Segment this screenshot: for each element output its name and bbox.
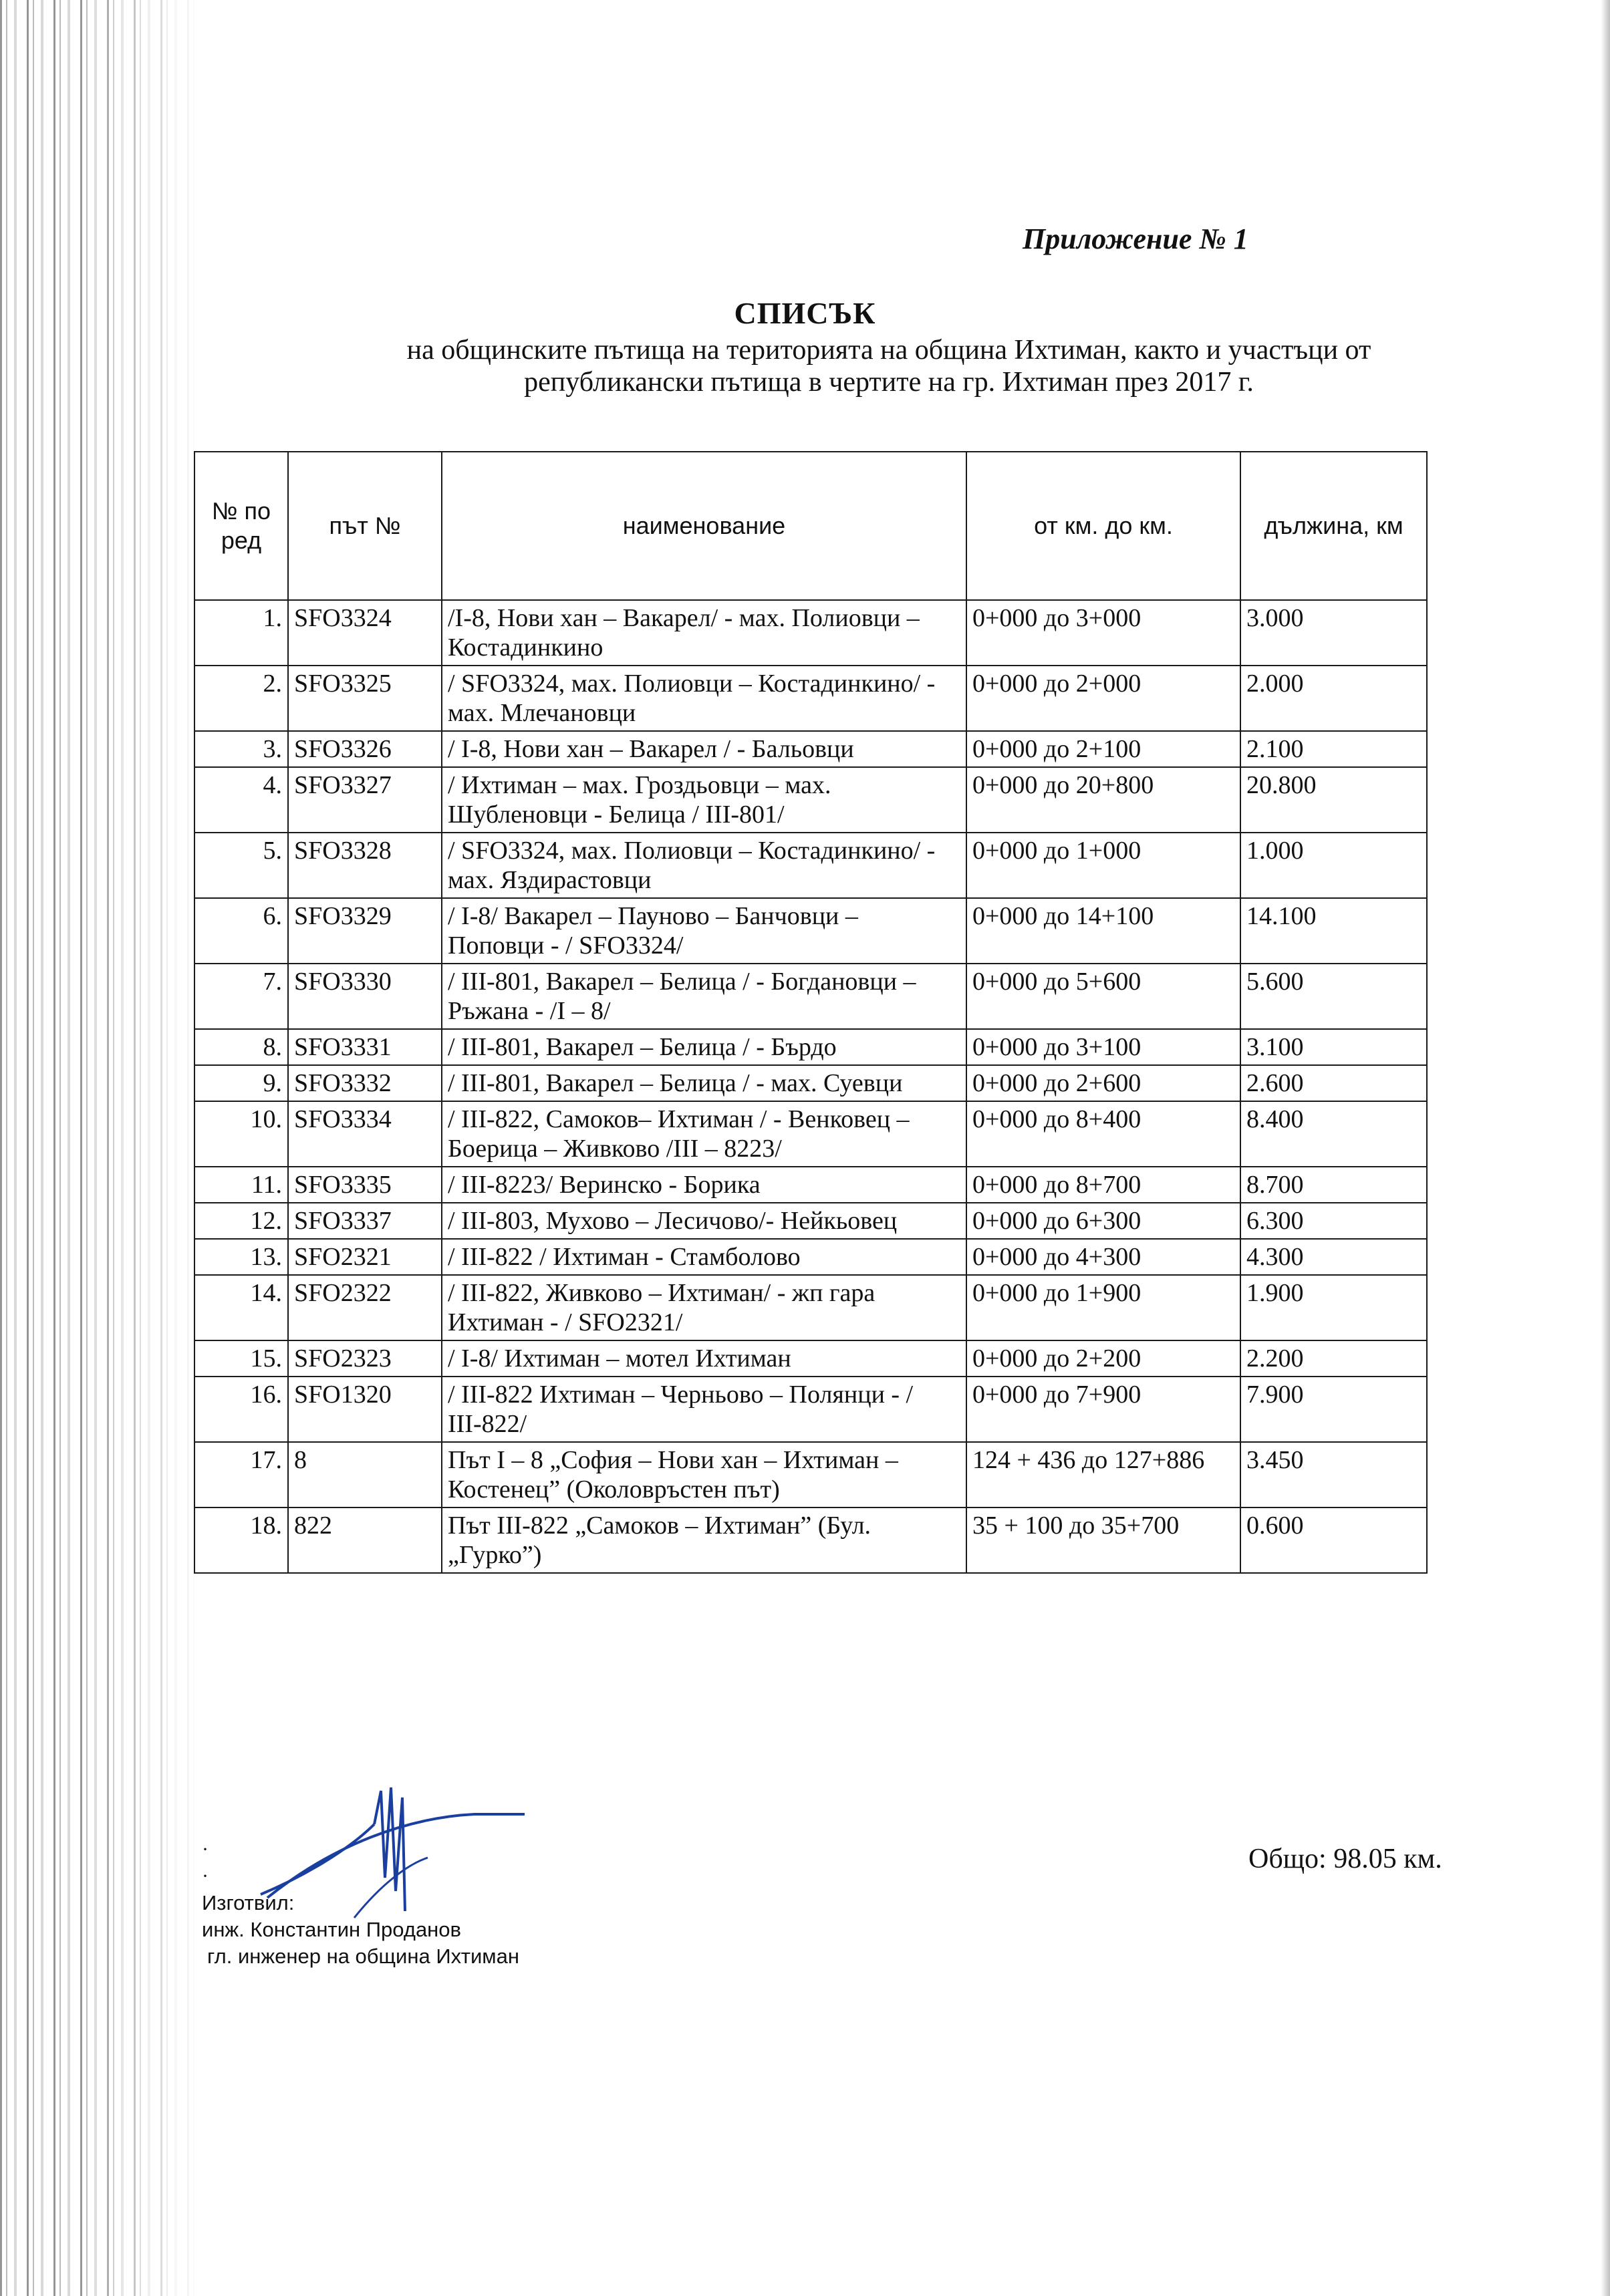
cell-length: 20.800 [1240, 767, 1427, 833]
document-subtitle [321, 334, 1457, 398]
cell-name: / ІІІ-8223/ Веринско - Борика [442, 1167, 966, 1203]
cell-km: 0+000 до 6+300 [966, 1203, 1240, 1239]
cell-num: 11. [194, 1167, 288, 1203]
cell-length: 3.450 [1240, 1442, 1427, 1508]
cell-length: 1.900 [1240, 1275, 1427, 1340]
prepared-by-block [202, 1890, 519, 1970]
cell-num: 18. [194, 1508, 288, 1573]
cell-road: SFO3335 [288, 1167, 442, 1203]
cell-km: 0+000 до 2+100 [966, 731, 1240, 767]
cell-num: 1. [194, 600, 288, 666]
cell-name: / І-8, Нови хан – Вакарел / - Бальовци [442, 731, 966, 767]
cell-km: 0+000 до 1+900 [966, 1275, 1240, 1340]
cell-km: 0+000 до 2+000 [966, 666, 1240, 731]
cell-num: 10. [194, 1101, 288, 1167]
cell-name: / ІІІ-801, Вакарел – Белица / - Бърдо [442, 1029, 966, 1065]
cell-length: 0.600 [1240, 1508, 1427, 1573]
cell-name: Път І – 8 „София – Нови хан – Ихтиман – Костенец” (Околовръстен път) [442, 1442, 966, 1508]
cell-name: /І-8, Нови хан – Вакарел/ - мах. Полиовци – Костадинкино [442, 600, 966, 666]
cell-km: 0+000 до 14+100 [966, 898, 1240, 964]
cell-name: / ІІІ-801, Вакарел – Белица / - Богдановци – Ръжана - /І – 8/ [442, 964, 966, 1029]
cell-road: 822 [288, 1508, 442, 1573]
cell-name: / ІІІ-822 Ихтиман – Черньово – Полянци - / ІІІ-822/ [442, 1377, 966, 1442]
cell-length: 4.300 [1240, 1239, 1427, 1275]
cell-length: 5.600 [1240, 964, 1427, 1029]
scan-edge-artifact-right [1601, 0, 1610, 2296]
cell-road: SFO3332 [288, 1065, 442, 1101]
cell-num: 15. [194, 1340, 288, 1377]
cell-km: 124 + 436 до 127+886 [966, 1442, 1240, 1508]
annex-label: Приложение № 1 [1023, 223, 1248, 255]
cell-km: 0+000 до 20+800 [966, 767, 1240, 833]
cell-km: 0+000 до 3+000 [966, 600, 1240, 666]
subtitle-line-2: републикански пътища в чертите на гр. Ихтиман през 2017 г. [524, 367, 1254, 398]
table-row [194, 1340, 1427, 1377]
header-km: от км. до км. [966, 452, 1240, 600]
table-row [194, 1377, 1427, 1442]
subtitle-line-1: на общинските пътища на територията на община Ихтиман, както и участъци от [406, 335, 1371, 366]
cell-length: 14.100 [1240, 898, 1427, 964]
header-num: № по ред [194, 452, 288, 600]
cell-road: SFO3330 [288, 964, 442, 1029]
cell-num: 9. [194, 1065, 288, 1101]
table-row [194, 1167, 1427, 1203]
cell-num: 12. [194, 1203, 288, 1239]
table-row [194, 1442, 1427, 1508]
cell-num: 2. [194, 666, 288, 731]
table-row [194, 833, 1427, 898]
cell-num: 13. [194, 1239, 288, 1275]
table-row [194, 1065, 1427, 1101]
cell-num: 6. [194, 898, 288, 964]
cell-num: 7. [194, 964, 288, 1029]
cell-road: SFO3337 [288, 1203, 442, 1239]
table-row [194, 1203, 1427, 1239]
cell-name: Път ІІІ-822 „Самоков – Ихтиман” (Бул. „Гурко”) [442, 1508, 966, 1573]
table-row [194, 1508, 1427, 1573]
cell-road: SFO3324 [288, 600, 442, 666]
cell-length: 2.200 [1240, 1340, 1427, 1377]
cell-length: 2.600 [1240, 1065, 1427, 1101]
scan-edge-artifact [0, 0, 200, 2296]
cell-length: 6.300 [1240, 1203, 1427, 1239]
cell-length: 2.000 [1240, 666, 1427, 731]
table-row [194, 1029, 1427, 1065]
cell-road: SFO3334 [288, 1101, 442, 1167]
cell-km: 0+000 до 2+200 [966, 1340, 1240, 1377]
total-length: Общо: 98.05 км. [1248, 1844, 1442, 1874]
cell-road: SFO3325 [288, 666, 442, 731]
cell-name: / ІІІ-803, Мухово – Лесичово/- Нейкьовец [442, 1203, 966, 1239]
cell-name: / ІІІ-822 / Ихтиман - Стамболово [442, 1239, 966, 1275]
cell-name: / SFO3324, мах. Полиовци – Костадинкино/ - мах. Млечановци [442, 666, 966, 731]
cell-num: 16. [194, 1377, 288, 1442]
header-road: път № [288, 452, 442, 600]
cell-km: 0+000 до 2+600 [966, 1065, 1240, 1101]
cell-km: 0+000 до 8+400 [966, 1101, 1240, 1167]
cell-name: / Ихтиман – мах. Гроздьовци – мах. Шубленовци - Белица / ІІІ-801/ [442, 767, 966, 833]
cell-road: SFO3331 [288, 1029, 442, 1065]
roads-table-body [194, 600, 1427, 1573]
table-row [194, 898, 1427, 964]
cell-name: / ІІІ-822, Самоков– Ихтиман / - Венковец – Боерица – Живково /ІІІ – 8223/ [442, 1101, 966, 1167]
prepared-by-position: гл. инженер на община Ихтиман [207, 1945, 519, 1968]
cell-num: 4. [194, 767, 288, 833]
cell-km: 0+000 до 1+000 [966, 833, 1240, 898]
table-row [194, 1275, 1427, 1340]
prepared-by-label: Изготвил: [202, 1891, 295, 1914]
cell-km: 35 + 100 до 35+700 [966, 1508, 1240, 1573]
cell-road: SFO3328 [288, 833, 442, 898]
margin-dots: · · [202, 1838, 209, 1887]
table-header-row [194, 452, 1427, 600]
cell-road: SFO3329 [288, 898, 442, 964]
cell-road: 8 [288, 1442, 442, 1508]
table-row [194, 666, 1427, 731]
table-row [194, 731, 1427, 767]
cell-num: 3. [194, 731, 288, 767]
cell-name: / SFO3324, мах. Полиовци – Костадинкино/ - мах. Яздирастовци [442, 833, 966, 898]
cell-length: 8.400 [1240, 1101, 1427, 1167]
header-name: наименование [442, 452, 966, 600]
cell-name: / ІІІ-801, Вакарел – Белица / - мах. Суевци [442, 1065, 966, 1101]
cell-num: 17. [194, 1442, 288, 1508]
cell-road: SFO1320 [288, 1377, 442, 1442]
document-title: СПИСЪК [734, 296, 876, 330]
table-row [194, 964, 1427, 1029]
roads-table [194, 451, 1428, 1574]
cell-length: 2.100 [1240, 731, 1427, 767]
cell-num: 8. [194, 1029, 288, 1065]
cell-road: SFO2321 [288, 1239, 442, 1275]
cell-road: SFO3327 [288, 767, 442, 833]
header-length: дължина, км [1240, 452, 1427, 600]
cell-name: / І-8/ Ихтиман – мотел Ихтиман [442, 1340, 966, 1377]
cell-road: SFO2323 [288, 1340, 442, 1377]
cell-road: SFO2322 [288, 1275, 442, 1340]
cell-km: 0+000 до 7+900 [966, 1377, 1240, 1442]
cell-length: 3.100 [1240, 1029, 1427, 1065]
prepared-by-name: инж. Константин Проданов [202, 1918, 462, 1941]
cell-km: 0+000 до 3+100 [966, 1029, 1240, 1065]
cell-length: 7.900 [1240, 1377, 1427, 1442]
cell-length: 3.000 [1240, 600, 1427, 666]
cell-km: 0+000 до 5+600 [966, 964, 1240, 1029]
cell-name: / ІІІ-822, Живково – Ихтиман/ - жп гара Ихтиман - / SFO2321/ [442, 1275, 966, 1340]
cell-name: / І-8/ Вакарел – Пауново – Банчовци – Поповци - / SFO3324/ [442, 898, 966, 964]
table-row [194, 600, 1427, 666]
cell-num: 14. [194, 1275, 288, 1340]
cell-road: SFO3326 [288, 731, 442, 767]
cell-km: 0+000 до 4+300 [966, 1239, 1240, 1275]
cell-num: 5. [194, 833, 288, 898]
cell-length: 1.000 [1240, 833, 1427, 898]
table-row [194, 1239, 1427, 1275]
cell-length: 8.700 [1240, 1167, 1427, 1203]
table-row [194, 1101, 1427, 1167]
table-row [194, 767, 1427, 833]
cell-km: 0+000 до 8+700 [966, 1167, 1240, 1203]
